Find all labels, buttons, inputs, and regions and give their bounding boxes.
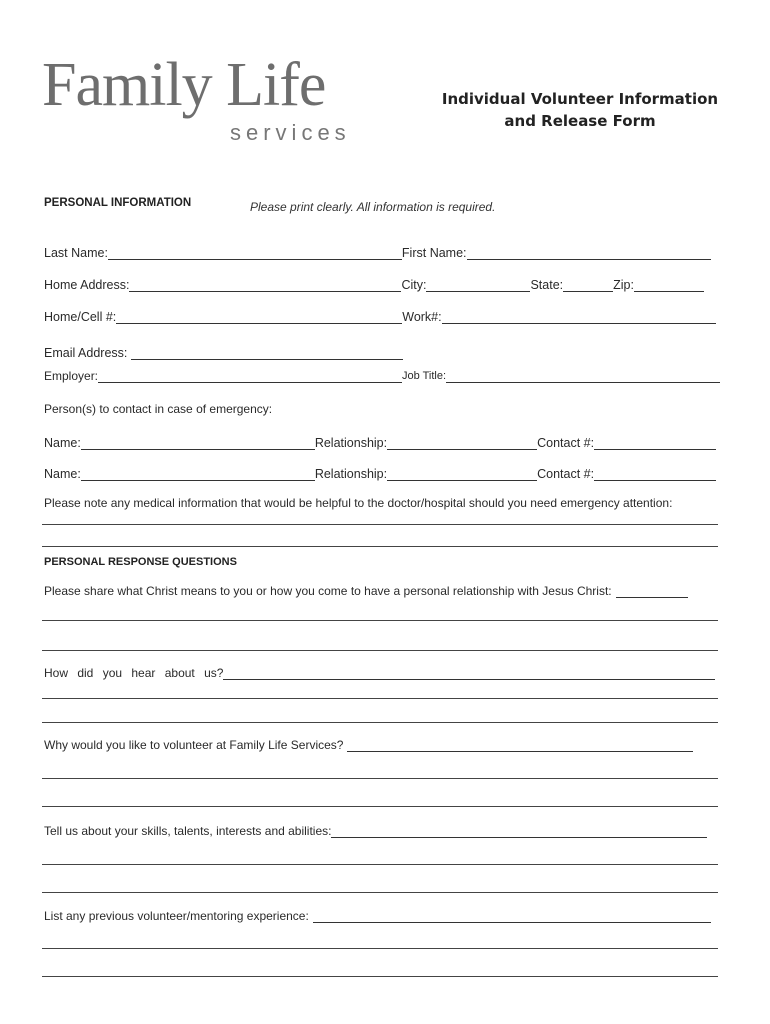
home-cell-label: Home/Cell #: (44, 310, 117, 324)
medical-info-line-2[interactable] (42, 546, 718, 547)
volunteer-reason-line-2[interactable] (42, 806, 718, 807)
christ-question-label: Please share what Christ means to you or how you come to have a personal relationship with Jesus Christ: (44, 584, 612, 598)
name-row (44, 242, 711, 260)
home-address-field[interactable] (129, 279, 401, 292)
hear-question (44, 666, 715, 680)
state-label: State: (530, 278, 564, 292)
personal-information-heading: PERSONAL INFORMATION (44, 197, 192, 209)
experience-question-label: List any previous volunteer/mentoring experience: (44, 909, 309, 923)
christ-answer-line-2[interactable] (42, 650, 718, 651)
volunteer-reason-answer-start[interactable] (347, 739, 693, 752)
hear-answer-start[interactable] (223, 667, 715, 680)
hear-question-label: How did you hear about us? (44, 666, 224, 680)
emergency-name-field-2[interactable] (81, 468, 315, 481)
family-life-logo (42, 44, 372, 154)
emergency-contact-row-2 (44, 463, 716, 481)
contact-number-field-1[interactable] (594, 437, 716, 450)
employer-field[interactable] (98, 370, 402, 383)
state-field[interactable] (563, 279, 613, 292)
last-name-label: Last Name: (44, 246, 108, 260)
emergency-contact-row-1 (44, 432, 716, 450)
logo-subtitle: services (230, 120, 351, 145)
relationship-label-1: Relationship: (314, 436, 388, 450)
volunteer-reason-question (44, 738, 693, 752)
logo-wordmark: Family Life (42, 51, 326, 119)
employer-row (44, 365, 720, 383)
first-name-field[interactable] (467, 247, 711, 260)
home-cell-field[interactable] (116, 311, 402, 324)
emergency-name-field-1[interactable] (81, 437, 315, 450)
christ-answer-start[interactable] (616, 585, 688, 598)
emergency-name-label-1: Name: (44, 436, 81, 450)
job-title-label: Job Title: (402, 370, 447, 382)
response-questions-heading: PERSONAL RESPONSE QUESTIONS (44, 556, 237, 568)
work-phone-field[interactable] (442, 311, 716, 324)
relationship-field-1[interactable] (387, 437, 537, 450)
experience-answer-line-2[interactable] (42, 976, 718, 977)
emergency-contact-heading: Person(s) to contact in case of emergency: (44, 402, 273, 416)
contact-number-label-1: Contact #: (537, 436, 595, 450)
experience-answer-line-1[interactable] (42, 948, 718, 949)
skills-question (44, 824, 707, 838)
hear-answer-line-1[interactable] (42, 698, 718, 699)
city-label: City: (401, 278, 427, 292)
experience-answer-start[interactable] (313, 910, 711, 923)
email-field[interactable] (131, 347, 403, 360)
employer-label: Employer: (44, 369, 99, 383)
zip-field[interactable] (634, 279, 704, 292)
medical-info-line-1[interactable] (42, 524, 718, 525)
phone-row (44, 306, 716, 324)
relationship-label-2: Relationship: (314, 467, 388, 481)
contact-number-field-2[interactable] (594, 468, 716, 481)
address-row (44, 274, 704, 292)
volunteer-reason-line-1[interactable] (42, 778, 718, 779)
hear-answer-line-2[interactable] (42, 722, 718, 723)
skills-answer-line-1[interactable] (42, 864, 718, 865)
city-field[interactable] (426, 279, 530, 292)
form-title-line2: and Release Form (504, 112, 656, 130)
zip-label: Zip: (613, 278, 634, 292)
form-title (430, 88, 730, 132)
skills-answer-line-2[interactable] (42, 892, 718, 893)
job-title-field[interactable] (446, 370, 720, 383)
emergency-name-label-2: Name: (44, 467, 81, 481)
skills-answer-start[interactable] (331, 825, 707, 838)
medical-info-prompt: Please note any medical information that would be helpful to the doctor/hospital should you need emergency attention: (44, 496, 673, 510)
skills-question-label: Tell us about your skills, talents, interests and abilities: (44, 824, 332, 838)
christ-answer-line-1[interactable] (42, 620, 718, 621)
christ-question (44, 584, 688, 598)
email-row (44, 342, 403, 360)
email-label: Email Address: (44, 346, 128, 360)
contact-number-label-2: Contact #: (537, 467, 595, 481)
relationship-field-2[interactable] (387, 468, 537, 481)
home-address-label: Home Address: (44, 278, 130, 292)
experience-question (44, 909, 711, 923)
form-title-line1: Individual Volunteer Information (441, 90, 719, 108)
volunteer-reason-label: Why would you like to volunteer at Family Life Services? (44, 738, 344, 752)
print-instruction: Please print clearly. All information is required. (250, 200, 496, 214)
work-phone-label: Work#: (402, 310, 442, 324)
last-name-field[interactable] (108, 247, 402, 260)
first-name-label: First Name: (401, 246, 467, 260)
